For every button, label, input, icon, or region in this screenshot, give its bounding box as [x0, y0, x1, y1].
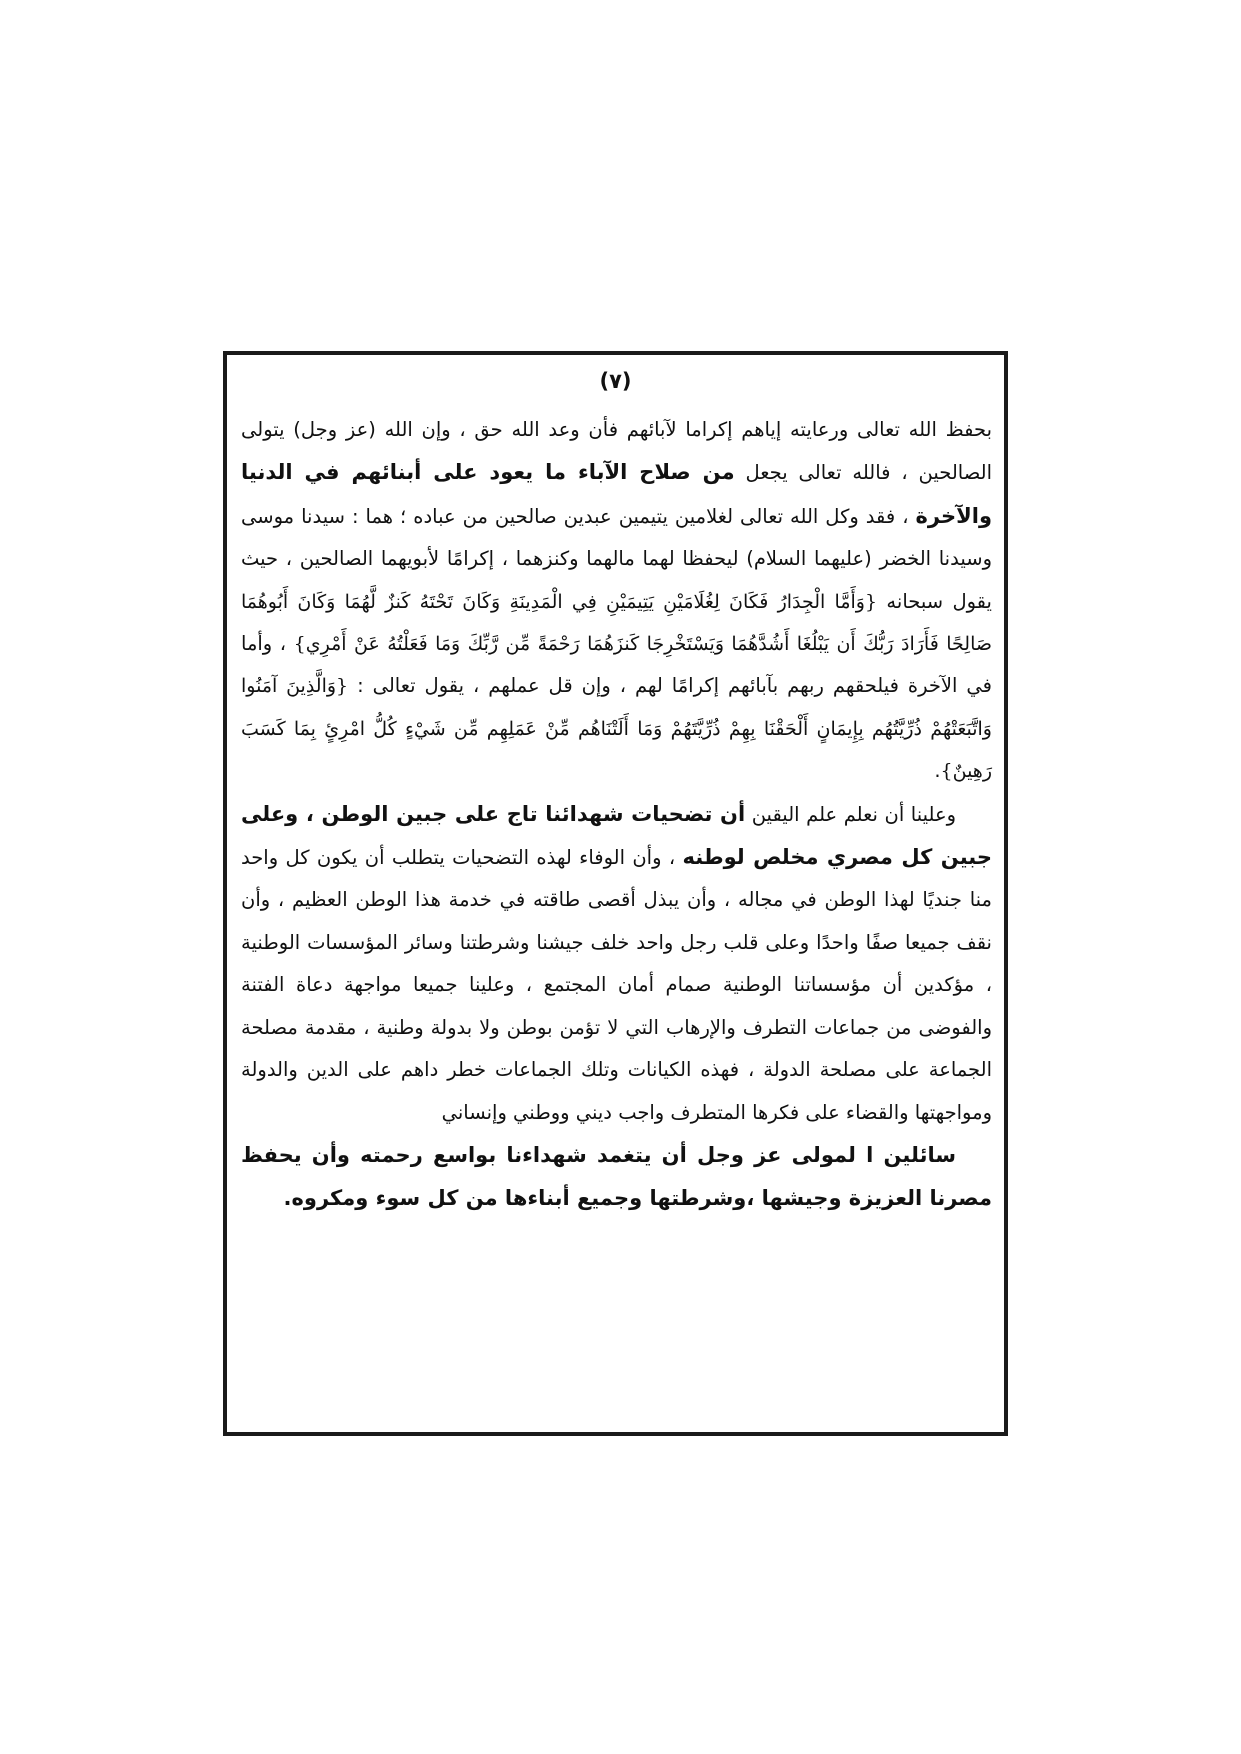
- text-segment: .: [934, 759, 941, 783]
- paragraph-2: [241, 793, 992, 1134]
- text-segment: ، وأن الوفاء لهذه التضحيات يتطلب أن يكون كل واحد منا جنديًا لهذا الوطن في مجاله ، وأن يبذل أقصى طاقته في خدمة هذا الوطن العظيم ، وأن نقف جميعا صفًا واحدًا وعلى قلب رجل واحد خلف جيشنا وشرطتنا وسائر المؤسسات الوطنية ، مؤكدين أن مؤسساتنا الوطنية صمام أمان المجتمع ، وعلينا جميعا مواجهة دعاة الفتنة والفوضى من جماعات التطرف والإرهاب التي لا تؤمن بوطن ولا بدولة وطنية ، مقدمة مصلحة الجماعة على مصلحة الدولة ، فهذه الكيانات وتلك الجماعات خطر داهم على الدين والدولة ومواجهتها والقضاء على فكرها المتطرف واجب ديني ووطني وإنساني: [241, 846, 992, 1124]
- closing-prayer: سائلين ا لمولى عز وجل أن يتغمد شهداءنا بواسع رحمته وأن يحفظ مصرنا العزيزة وجيشها ،وشرطتها وجميع أبناءها من كل سوء ومكروه.: [241, 1142, 992, 1211]
- text-segment: ، وأما في الآخرة فيلحقهم ربهم بآبائهم إكرامًا لهم ، وإن قل عملهم ، يقول تعالى :: [241, 632, 992, 698]
- paragraph-1: [241, 409, 992, 793]
- page-content: [241, 409, 992, 1221]
- emphasis-text: من صلاح الآباء ما يعود على أبنائهم في الدنيا والآخرة: [241, 460, 992, 528]
- page-number: (٧): [599, 369, 632, 393]
- paragraph-3: [241, 1134, 992, 1221]
- text-segment: بحفظ الله تعالى ورعايته إياهم إكراما لآبائهم فأن وعد الله حق ، وإن الله (عز وجل) يتولى الصالحين ، فالله تعالى يجعل: [241, 418, 992, 485]
- emphasis-text: أن تضحيات شهدائنا تاج على جبين الوطن ، وعلى جبين كل مصري مخلص لوطنه: [241, 801, 992, 870]
- text-segment: وعلينا أن نعلم علم اليقين: [745, 802, 956, 826]
- quran-verse: {وَأَمَّا الْجِدَارُ فَكَانَ لِغُلَامَيْنِ يَتِيمَيْنِ فِي الْمَدِينَةِ وَكَانَ تَحْتَهُ كَنزٌ لَّهُمَا وَكَانَ أَبُوهُمَا صَالِحًا فَأَرَادَ رَبُّكَ أَن يَبْلُغَا أَشُدَّهُمَا وَيَسْتَخْرِجَا كَنزَهُمَا رَحْمَةً مِّن رَّبِّكَ وَمَا فَعَلْتُهُ عَنْ أَمْرِي}: [241, 590, 992, 656]
- text-segment: ، فقد وكل الله تعالى لغلامين يتيمين عبدين صالحين من عباده ؛ هما : سيدنا موسى وسيدنا الخضر (عليهما السلام) ليحفظا لهما مالهما وكنزهما ، إكرامًا لأبويهما الصالحين ، حيث يقول سبحانه: [241, 504, 992, 613]
- quran-verse: {وَالَّذِينَ آمَنُوا وَاتَّبَعَتْهُمْ ذُرِّيَّتُهُم بِإِيمَانٍ أَلْحَقْنَا بِهِمْ ذُرِّيَّتَهُمْ وَمَا أَلَتْنَاهُم مِّنْ عَمَلِهِم مِّن شَيْءٍ كُلُّ امْرِئٍ بِمَا كَسَبَ رَهِينٌ}: [241, 675, 992, 783]
- page-frame: [223, 351, 1008, 1436]
